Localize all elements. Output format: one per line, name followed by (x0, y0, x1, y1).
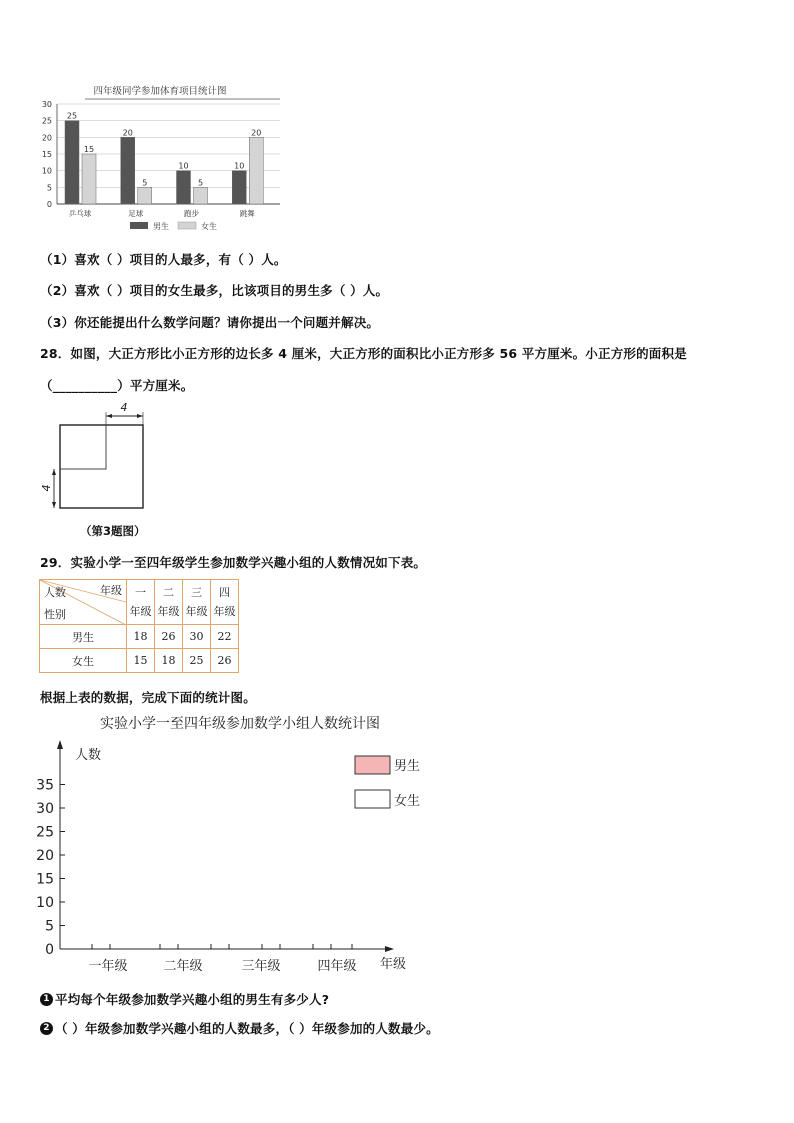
legend-label-girls: 女生 (394, 794, 421, 809)
math-group-chart (30, 708, 430, 980)
legend-swatch-boys (130, 222, 148, 229)
chart1-data-label: 25 (66, 111, 78, 121)
circled-number-1: 1 (40, 993, 53, 1006)
dimension-label-left: 4 (40, 484, 53, 492)
chart2-ytick-label: 30 (36, 801, 54, 817)
corner-label-gender: 性别 (44, 608, 66, 621)
table-header-grade-2: 二 年级 (155, 580, 183, 625)
chart1-bar-boys (121, 137, 135, 204)
chart1-ytick-label: 10 (41, 166, 52, 176)
small-square-edges (60, 425, 106, 469)
legend-label-boys: 男生 (153, 222, 169, 231)
chart2-ytick-label: 10 (36, 895, 54, 911)
chart1-ytick-label: 15 (41, 150, 52, 159)
chart1-data-label: 5 (197, 178, 204, 188)
legend-swatch-girls (355, 790, 390, 808)
table-row: 男生 18 26 30 22 (40, 625, 239, 649)
chart1-ytick-label: 5 (46, 183, 52, 193)
chart1-bar-girls (82, 154, 96, 204)
chart1-data-label: 20 (251, 128, 262, 138)
q27-line1: （1）喜欢（ ）项目的人最多，有（ ）人。 (40, 252, 287, 267)
chart2-ytick-label: 25 (36, 824, 54, 841)
big-square (60, 425, 143, 508)
chart2-ytick-label: 0 (45, 942, 54, 958)
chart1-bar-boys (232, 171, 246, 204)
chart1-category-label: 乒乓球 (68, 209, 92, 218)
chart1-data-label: 10 (234, 161, 245, 171)
q28-caption: （第3题图） (80, 524, 146, 538)
q28-answer: （__________）平方厘米。 (40, 378, 194, 393)
corner-label-count: 人数 (44, 586, 66, 599)
table-header-grade-3: 三 年级 (183, 580, 211, 625)
q28-text: 28．如图，大正方形比小正方形的边长多 4 厘米，大正方形的面积比小正方形多 56 平方厘米。小正方形的面积是 (40, 346, 687, 361)
dimension-label-top: 4 (120, 401, 128, 414)
chart2-category-label: 一年级 (88, 959, 128, 974)
chart2-ytick-label: 20 (36, 848, 54, 864)
table-header-grade-1: 一 年级 (127, 580, 155, 625)
table-row: 女生 15 18 25 26 (40, 649, 239, 673)
corner-label-grade: 年级 (100, 584, 122, 597)
circled-number-2: 2 (40, 1022, 53, 1035)
table-corner-cell (40, 580, 127, 625)
chart1-title: 四年级同学参加体育项目统计图 (93, 86, 227, 97)
q28-square-figure (35, 398, 165, 513)
chart2-category-label: 二年级 (163, 959, 203, 974)
chart2-ytick-label: 5 (45, 918, 54, 935)
q27-line2: （2）喜欢（ ）项目的女生最多，比该项目的男生多（ ）人。 (40, 283, 389, 298)
legend-swatch-boys (355, 756, 390, 774)
q27-line3: （3）你还能提出什么数学问题？请你提出一个问题并解决。 (40, 315, 380, 330)
q29-instruction: 根据上表的数据，完成下面的统计图。 (40, 690, 256, 705)
x-axis-label: 年级 (380, 957, 407, 972)
chart2-category-label: 四年级 (317, 959, 357, 974)
chart1-data-label: 10 (178, 161, 189, 171)
chart2-ytick-label: 35 (36, 777, 54, 794)
chart1-bar-girls (194, 187, 208, 204)
q29-sub1: 1 平均每个年级参加数学兴趣小组的男生有多少人? (40, 990, 329, 1008)
legend-label-girls: 女生 (201, 222, 217, 231)
chart1-category-label: 足球 (128, 209, 144, 218)
chart1-data-label: 20 (122, 128, 133, 138)
chart1-ytick-label: 25 (41, 116, 52, 126)
chart2-ytick-label: 15 (36, 871, 54, 888)
chart1-data-label: 15 (83, 145, 95, 154)
q29-data-table (39, 579, 239, 673)
q29-sub2: 2 （ ）年级参加数学兴趣小组的人数最多，（ ）年级参加的人数最少。 (40, 1019, 439, 1037)
chart1-ytick-label: 20 (41, 133, 52, 143)
chart1-bar-boys (65, 121, 79, 204)
chart1-bar-girls (138, 187, 152, 204)
chart1-ytick-label: 30 (41, 100, 52, 109)
sports-bar-chart (35, 80, 290, 235)
chart2-title: 实验小学一至四年级参加数学小组人数统计图 (100, 716, 380, 732)
y-axis-label: 人数 (75, 748, 102, 763)
chart1-category-label: 跑步 (184, 209, 199, 218)
chart1-category-label: 跳舞 (239, 209, 255, 218)
chart1-bar-girls (249, 137, 263, 204)
legend-label-boys: 男生 (394, 759, 421, 774)
q29-text: 29．实验小学一至四年级学生参加数学兴趣小组的人数情况如下表。 (40, 555, 427, 570)
chart1-ytick-label: 0 (46, 200, 52, 209)
chart1-bar-boys (177, 171, 191, 204)
legend-swatch-girls (178, 222, 196, 229)
table-header-grade-4: 四 年级 (211, 580, 239, 625)
chart2-category-label: 三年级 (241, 959, 281, 974)
chart1-data-label: 5 (142, 178, 148, 188)
